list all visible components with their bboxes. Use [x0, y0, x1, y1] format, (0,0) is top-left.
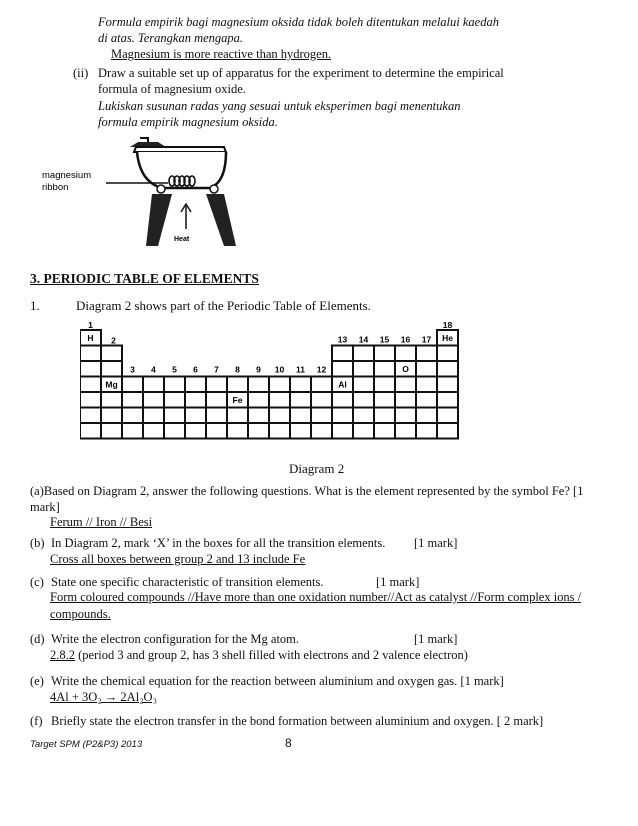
- cell-period4-col14: [353, 377, 374, 393]
- cell-period6-col5: [164, 408, 185, 424]
- cell-period7-col15: [374, 423, 395, 439]
- cell-period6-col1: [80, 408, 101, 424]
- answer-b: Cross all boxes between group 2 and 13 include Fe: [50, 552, 306, 566]
- cell-period4-col9: [248, 377, 269, 393]
- cell-period5-col7: [206, 392, 227, 408]
- cell-period6-col18: [437, 408, 458, 424]
- tripod-leg-left: [146, 194, 172, 246]
- cell-period5-col4: [143, 392, 164, 408]
- symbol-iron: Fe: [232, 395, 243, 405]
- cell-period3-col13: [332, 361, 353, 377]
- question-d-text: Write the electron configuration for the Mg atom.: [51, 632, 300, 646]
- question-f-text: Briefly state the electron transfer in the bond formation between aluminium and oxygen. [ 2 mark]: [51, 714, 544, 728]
- heat-label: Heat: [174, 236, 190, 243]
- cell-period5-col2: [101, 392, 122, 408]
- cell-period7-col12: [311, 423, 332, 439]
- cell-period6-col8: [227, 408, 248, 424]
- cell-period7-col18: [437, 423, 458, 439]
- cell-period4-col15: [374, 377, 395, 393]
- magnesium-label-line-1: magnesium: [42, 170, 92, 181]
- periodic-table-grid: [80, 330, 458, 439]
- cell-period5-col5: [164, 392, 185, 408]
- cell-period7-col6: [185, 423, 206, 439]
- cell-period7-col13: [332, 423, 353, 439]
- cell-period4-col6: [185, 377, 206, 393]
- question-e-label: (e): [30, 674, 44, 688]
- answer-reactivity: Magnesium is more reactive than hydrogen.: [111, 47, 332, 61]
- group-number-16: 16: [400, 334, 411, 345]
- answer-d-config: 2.8.2: [50, 648, 75, 662]
- cell-period5-col12: [311, 392, 332, 408]
- cell-period7-col8: [227, 423, 248, 439]
- question-f-label: (f): [30, 714, 43, 728]
- cell-period5-col9: [248, 392, 269, 408]
- question-b-mark: [1 mark]: [414, 536, 458, 550]
- group-number-3: 3: [130, 364, 135, 375]
- cell-period4-col3: [122, 377, 143, 393]
- malay-line-1: Formula empirik bagi magnesium oksida tidak boleh ditentukan melalui kaedah: [98, 15, 499, 29]
- part-ii-line-1: Draw a suitable set up of apparatus for the experiment to determine the empirical: [98, 66, 504, 80]
- cell-period4-col7: [206, 377, 227, 393]
- cell-period4-col16: [395, 377, 416, 393]
- cell-period5-col10: [269, 392, 290, 408]
- cell-period6-col14: [353, 408, 374, 424]
- question-a-label: (a): [30, 484, 44, 498]
- question-text: Diagram 2 shows part of the Periodic Table of Elements.: [76, 298, 371, 313]
- symbol-magnesium: Mg: [105, 379, 118, 390]
- footer-source: Target SPM (P2&P3) 2013: [30, 739, 143, 750]
- question-c-mark: [1 mark]: [376, 575, 420, 589]
- cell-period4-col10: [269, 377, 290, 393]
- crucible-lid: [134, 147, 226, 152]
- group-number-8: 8: [235, 364, 240, 375]
- cell-period6-col9: [248, 408, 269, 424]
- cell-period5-col18: [437, 392, 458, 408]
- group-number-17: 17: [421, 334, 432, 345]
- diagram-caption: Diagram 2: [289, 461, 345, 476]
- cell-period6-col10: [269, 408, 290, 424]
- pipeclay-bead-left: [157, 185, 165, 193]
- lid-knob: [140, 138, 148, 142]
- cell-period6-col4: [143, 408, 164, 424]
- cell-period4-col1: [80, 377, 101, 393]
- answer-e: 4Al + 3O₂ → 2Al₂O₃: [50, 690, 157, 704]
- group-number-13: 13: [337, 334, 348, 345]
- cell-period5-col14: [353, 392, 374, 408]
- cell-period6-col15: [374, 408, 395, 424]
- cell-period4-col5: [164, 377, 185, 393]
- cell-period7-col7: [206, 423, 227, 439]
- cell-period7-col14: [353, 423, 374, 439]
- question-e-text: Write the chemical equation for the reaction between aluminium and oxygen gas. [1 mark]: [51, 674, 504, 688]
- section-title: 3. PERIODIC TABLE OF ELEMENTS: [30, 271, 259, 286]
- group-number-10: 10: [274, 364, 285, 375]
- answer-c: Form coloured compounds //Have more than one oxidation number//Act as catalyst //Form complex ions / compounds.: [50, 590, 582, 621]
- tripod-leg-right: [206, 194, 236, 246]
- group-number-9: 9: [256, 364, 261, 375]
- cell-period7-col2: [101, 423, 122, 439]
- cell-period5-col3: [122, 392, 143, 408]
- cell-period4-col12: [311, 377, 332, 393]
- cell-period7-col16: [395, 423, 416, 439]
- apparatus-diagram: [40, 134, 250, 252]
- cell-period3-col17: [416, 361, 437, 377]
- cell-period4-col18: [437, 377, 458, 393]
- part-ii-number: (ii): [73, 66, 89, 80]
- group-number-15: 15: [379, 334, 390, 345]
- group-number-14: 14: [358, 334, 369, 345]
- cell-period3-col15: [374, 361, 395, 377]
- question-a-text: Based on Diagram 2, answer the following questions. What is the element represented by the symbol Fe? [1 mark]: [30, 484, 584, 514]
- cell-period4-col8: [227, 377, 248, 393]
- cell-period7-col10: [269, 423, 290, 439]
- part-ii-malay-2: formula empirik magnesium oksida.: [98, 115, 278, 129]
- question-d-mark: [1 mark]: [414, 632, 458, 646]
- cell-period2-col14: [353, 346, 374, 362]
- cell-period7-col17: [416, 423, 437, 439]
- group-number-7: 7: [214, 364, 219, 375]
- cell-period3-col18: [437, 361, 458, 377]
- question-c-text: State one specific characteristic of transition elements.: [51, 575, 324, 589]
- group-number-18: 18: [442, 320, 453, 330]
- cell-period5-col6: [185, 392, 206, 408]
- group-number-1: 1: [88, 320, 93, 330]
- cell-period6-col13: [332, 408, 353, 424]
- cell-period6-col2: [101, 408, 122, 424]
- cell-period7-col5: [164, 423, 185, 439]
- cell-period2-col16: [395, 346, 416, 362]
- symbol-oxygen: O: [402, 364, 409, 374]
- question-b-text: In Diagram 2, mark ‘X’ in the boxes for all the transition elements.: [51, 536, 386, 550]
- answer-a: Ferum // Iron // Besi: [50, 515, 153, 529]
- cell-period5-col1: [80, 392, 101, 408]
- question-number: 1.: [30, 298, 40, 313]
- answer-d: [50, 647, 468, 663]
- group-number-5: 5: [172, 364, 177, 375]
- cell-period2-col13: [332, 346, 353, 362]
- symbol-helium: He: [442, 333, 453, 343]
- cell-period7-col3: [122, 423, 143, 439]
- malay-line-2: di atas. Terangkan mengapa.: [98, 31, 244, 45]
- cell-period7-col9: [248, 423, 269, 439]
- cell-period6-col17: [416, 408, 437, 424]
- cell-period3-col2: [101, 361, 122, 377]
- pipeclay-bead-right: [210, 185, 218, 193]
- part-ii-malay-1: Lukiskan susunan radas yang sesuai untuk eksperimen bagi menentukan: [98, 99, 461, 113]
- question-d-label: (d): [30, 632, 45, 646]
- cell-period2-col15: [374, 346, 395, 362]
- cell-period6-col6: [185, 408, 206, 424]
- group-number-11: 11: [296, 364, 305, 375]
- cell-period5-col15: [374, 392, 395, 408]
- symbol-aluminium: Al: [338, 379, 347, 390]
- question-a: [30, 483, 610, 515]
- cell-period6-col11: [290, 408, 311, 424]
- cell-period4-col11: [290, 377, 311, 393]
- group-number-6: 6: [193, 364, 198, 375]
- group-number-4: 4: [151, 364, 156, 375]
- symbol-hydrogen: H: [87, 333, 94, 343]
- cell-period2-col18: [437, 346, 458, 362]
- cell-period2-col2: [101, 346, 122, 362]
- magnesium-label-line-2: ribbon: [42, 182, 69, 193]
- cell-period7-col4: [143, 423, 164, 439]
- cell-period5-col17: [416, 392, 437, 408]
- cell-period5-col16: [395, 392, 416, 408]
- cell-period5-col13: [332, 392, 353, 408]
- cell-period6-col12: [311, 408, 332, 424]
- cell-period6-col16: [395, 408, 416, 424]
- question-c-label: (c): [30, 575, 44, 589]
- cell-period5-col11: [290, 392, 311, 408]
- cell-period4-col4: [143, 377, 164, 393]
- periodic-table-diagram: [80, 318, 480, 458]
- cell-period6-col3: [122, 408, 143, 424]
- cell-period3-col14: [353, 361, 374, 377]
- page-number: 8: [285, 736, 292, 750]
- question-b-label: (b): [30, 536, 45, 550]
- cell-period6-col7: [206, 408, 227, 424]
- cell-period3-col1: [80, 361, 101, 377]
- part-ii-line-2: formula of magnesium oxide.: [98, 82, 246, 96]
- cell-period2-col1: [80, 346, 101, 362]
- group-number-12: 12: [316, 364, 327, 375]
- answer-d-note: (period 3 and group 2, has 3 shell filled with electrons and 2 valence electron): [75, 648, 468, 662]
- group-number-2: 2: [111, 335, 116, 346]
- cell-period2-col17: [416, 346, 437, 362]
- cell-period4-col17: [416, 377, 437, 393]
- cell-period7-col11: [290, 423, 311, 439]
- cell-period7-col1: [80, 423, 101, 439]
